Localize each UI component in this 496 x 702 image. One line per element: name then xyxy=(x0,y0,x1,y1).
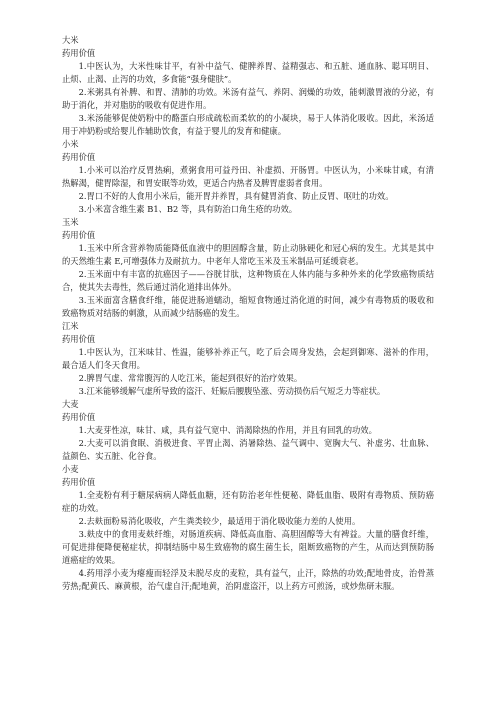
section-subtitle: 药用价值 xyxy=(62,152,96,162)
document-page xyxy=(62,34,434,593)
section-title: 大米 xyxy=(62,35,79,45)
section-corn xyxy=(62,216,434,320)
section-wheat xyxy=(62,463,434,593)
paragraph: 3.玉米面富含膳食纤维，能促进肠道蠕动，缩短食物通过消化道的时间，减少有毒物质的吸收和致癌物质对结肠的刺激，从而减少结肠癌的发生。 xyxy=(62,295,434,318)
paragraph: 3.江米能够缓解气虚所导致的盗汗、妊娠后腰腹坠涨、劳动损伤后气短乏力等症状。 xyxy=(78,386,386,396)
paragraph: 2.米粥具有补脾、和胃、清肺的功效。米汤有益气、养阴、润燥的功效，能刺激胃液的分泌，有助于消化，并对脂肪的吸收有促进作用。 xyxy=(62,87,434,110)
paragraph: 2.脾胃气虚、常常腹泻的人吃江米，能起到很好的治疗效果。 xyxy=(78,373,303,383)
paragraph: 3.麸皮中的食用麦麸纤维，对肠道疾病、降低高血脂、高胆固醇等大有裨益。大量的膳食纤维，可促进排便降便秘症状，抑制结肠中易生致癌物的腐生菌生长，阻断致癌物的产生，从而达到预防肠道癌症的效果。 xyxy=(62,529,434,565)
section-title: 玉米 xyxy=(62,217,79,227)
paragraph: 1.小米可以治疗反胃热痢，煮粥食用可益丹田、补虚损、开肠胃。中医认为，小米味甘咸，有清热解渴，健胃除湿，和胃安眠等功效，更适合内热者及脾胃虚弱者食用。 xyxy=(62,165,434,188)
paragraph: 1.中医认为，大米性味甘平，有补中益气、健脾养胃、益精强志、和五脏、通血脉、聪耳明目、止烦、止渴、止泻的功效，多食能“强身健肤”。 xyxy=(62,61,434,84)
paragraph: 2.玉米面中有丰富的抗癌因子——谷胱甘肽，这种物质在人体内能与多种外来的化学致癌物质结合，使其失去毒性，然后通过消化道排出体外。 xyxy=(62,269,434,292)
paragraph: 4.药用浮小麦为瘪瘦而轻浮及未脱尽皮的麦粒，具有益气，止汗，除热的功效;配地骨皮，治骨蒸劳热;配黄氏、麻黄根，治气虚自汗;配地黄，治阴虚盗汗，以上药方可煎汤，或炒焦研末服。 xyxy=(62,568,434,591)
section-title: 小麦 xyxy=(62,464,79,474)
section-subtitle: 药用价值 xyxy=(62,48,96,58)
paragraph: 2.胃口不好的人食用小米后，能开胃并养胃，具有健胃消食、防止反胃、呕吐的功效。 xyxy=(78,191,394,201)
section-title: 小米 xyxy=(62,139,79,149)
section-subtitle: 药用价值 xyxy=(62,230,96,240)
section-rice xyxy=(62,34,434,138)
section-millet xyxy=(62,138,434,216)
paragraph: 3.小米富含维生素 B1、B2 等，具有防治口角生疮的功效。 xyxy=(78,204,298,214)
paragraph: 2.大麦可以消食眠、消极进食、平胃止渴、消暑除热、益气调中、宽胸大气、补虚劣、壮血脉、益颜色、实五脏、化谷食。 xyxy=(62,438,434,461)
section-title: 大麦 xyxy=(62,399,79,409)
paragraph: 3.米汤能够促使奶粉中的酪蛋白形成疏松而柔软的的小凝块，易于人体消化吸收。因此，米汤适用于冲奶粉或给婴儿作辅助饮食，有益于婴儿的发育和健康。 xyxy=(62,113,434,136)
section-subtitle: 药用价值 xyxy=(62,334,96,344)
section-glutinous-rice xyxy=(62,320,434,398)
section-subtitle: 药用价值 xyxy=(62,412,96,422)
section-barley xyxy=(62,398,434,463)
section-title: 江米 xyxy=(62,321,79,331)
paragraph: 1.全麦粉有利于糖尿病病人降低血糖，还有防治老年性便秘、降低血脂、吸附有毒物质、预防癌症的功效。 xyxy=(62,490,434,513)
paragraph: 1.中医认为，江米味甘、性温，能够补养正气，吃了后会周身发热，会起到御寒、滋补的作用，最合适人们冬天食用。 xyxy=(62,347,434,370)
paragraph: 1.大麦芽性凉，味甘、咸，具有益气宽中、消渴除热的作用，并且有回乳的功效。 xyxy=(78,425,377,435)
paragraph: 2.去麸面粉易消化吸收，产生粪类较少，最适用于消化吸收能力差的人使用。 xyxy=(78,516,361,526)
section-subtitle: 药用价值 xyxy=(62,477,96,487)
paragraph: 1.玉米中所含营养物质能降低血液中的胆固醇含量，防止动脉硬化和冠心病的发生。尤其是其中的天然维生素 E,可增强体力及耐抗力。中老年人常吃玉米及玉米制品可延缓衰老。 xyxy=(62,243,434,266)
